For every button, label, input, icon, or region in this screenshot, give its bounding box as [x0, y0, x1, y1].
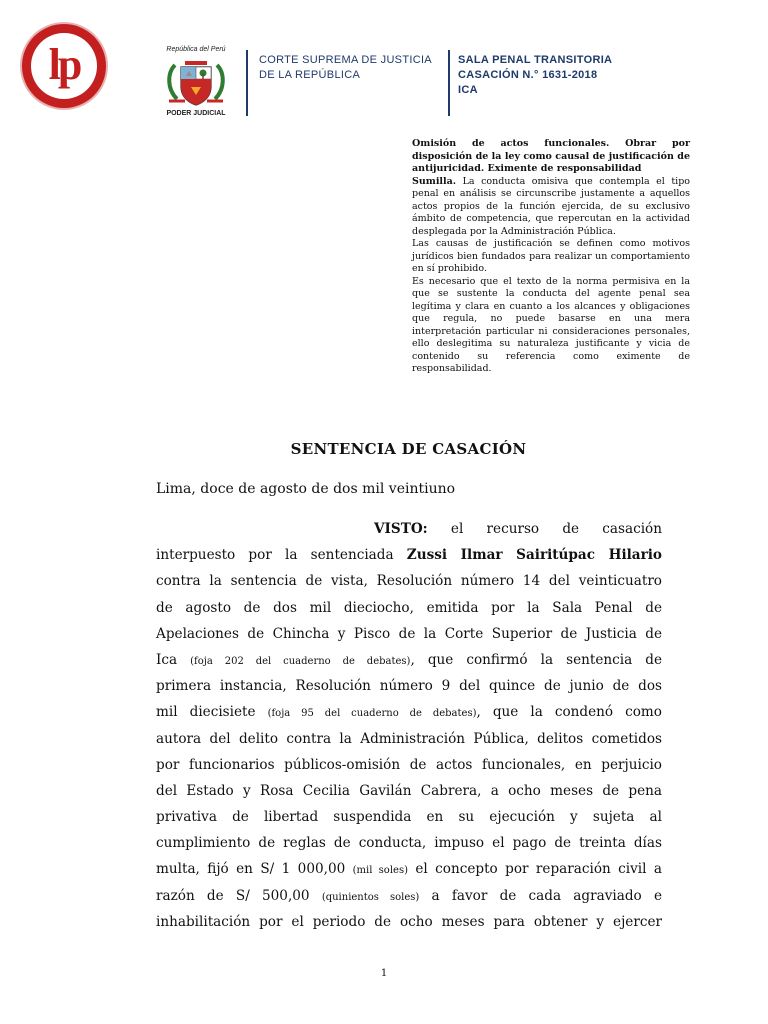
lp-logo [22, 24, 106, 108]
body-line: primera instancia, Resolución número 9 del quince de junio de dos [156, 678, 662, 695]
court-line-2: DE LA REPÚBLICA [259, 69, 361, 81]
body-line: del Estado y Rosa Cecilia Gavilán Cabrera, a ocho meses de pena [156, 782, 662, 799]
sala-line-1: SALA PENAL TRANSITORIA [458, 54, 613, 66]
case-reference [458, 53, 612, 98]
body-line: VISTO: el recurso de casación [374, 521, 662, 537]
document-date: Lima, doce de agosto de dos mil veintiuno [156, 481, 456, 497]
summary-heading: Omisión de actos funcionales. Obrar por disposición de la ley como causal de justificación de antijuricidad. Eximente de responsabilidad [412, 138, 690, 174]
body-line: mil diecisiete (foja 95 del cuaderno de debates), que la condenó como [156, 704, 662, 721]
summary-para-2: Las causas de justificación se definen como motivos jurídicos bien fundados para realizar un comportamiento en sí prohibido. [412, 238, 690, 274]
lp-logo-text: lp [48, 40, 80, 89]
body-line: autora del delito contra la Administración Pública, delitos cometidos [156, 730, 662, 747]
page-number: 1 [380, 968, 388, 979]
document-title: SENTENCIA DE CASACIÓN [290, 440, 527, 458]
header-divider-right [448, 50, 450, 116]
body-line: interpuesto por la sentenciada Zussi Ilmar Sairitúpac Hilario [156, 547, 663, 564]
summary-para-3: Es necesario que el texto de la norma permisiva en la que se sustente la conducta del agente penal sea legítima y clara en cuanto a los alcances y obligaciones que regula, no puede basarse en una mera interpretación particular ni consideraciones personales, ello deslegitima su naturaleza justificante y vicia de contenido su referencia como eximente de responsabilidad. [412, 275, 690, 374]
body-line: razón de S/ 500,00 (quinientos soles) a favor de cada agraviado e [156, 887, 662, 904]
lp-logo-inner [31, 33, 97, 99]
court-name [259, 53, 432, 83]
body-line: cumplimiento de reglas de conducta, impuso el pago de treinta días [156, 835, 662, 852]
body-line: contra la sentencia de vista, Resolución número 14 del veinticuatro [156, 573, 662, 590]
body-line: Apelaciones de Chincha y Pisco de la Corte Superior de Justicia de [156, 625, 662, 642]
body-line: inhabilitación por el periodo de ocho meses para obtener y ejercer [156, 913, 662, 930]
body-text [156, 516, 662, 935]
sala-line-2: CASACIÓN N.° 1631-2018 [458, 69, 598, 81]
crest-top-label: República del Perú [166, 46, 226, 53]
sala-line-3: ICA [458, 84, 478, 96]
summary-block [412, 138, 690, 376]
body-line: multa, fijó en S/ 1 000,00 (mil soles) el concepto por reparación civil a [156, 861, 662, 878]
summary-para-1-text: La conducta omisiva que contempla el tipo penal en análisis se circunscribe justamente a aquellos actos propios de la función ejercida, de su exclusivo ámbito de competencia, que repercutan en la actividad desplegada por la Administración Pública. [412, 175, 690, 237]
body-line: Ica (foja 202 del cuaderno de debates), que confirmó la sentencia de [156, 651, 662, 668]
body-line: de agosto de dos mil dieciocho, emitida por la Sala Penal de [156, 599, 662, 616]
header-divider-left [246, 50, 248, 116]
summary-para-1 [412, 176, 690, 239]
body-line: privativa de libertad suspendida en su ejecución y sujeta al [156, 809, 662, 826]
court-line-1: CORTE SUPREMA DE JUSTICIA [259, 54, 432, 66]
body-line: por funcionarios públicos-omisión de actos funcionales, en perjuicio [156, 756, 662, 773]
coat-of-arms-icon [163, 55, 229, 109]
poder-judicial-crest [155, 46, 237, 120]
sumilla-label: Sumilla. [412, 175, 457, 187]
crest-bottom-label: PODER JUDICIAL [166, 110, 226, 117]
